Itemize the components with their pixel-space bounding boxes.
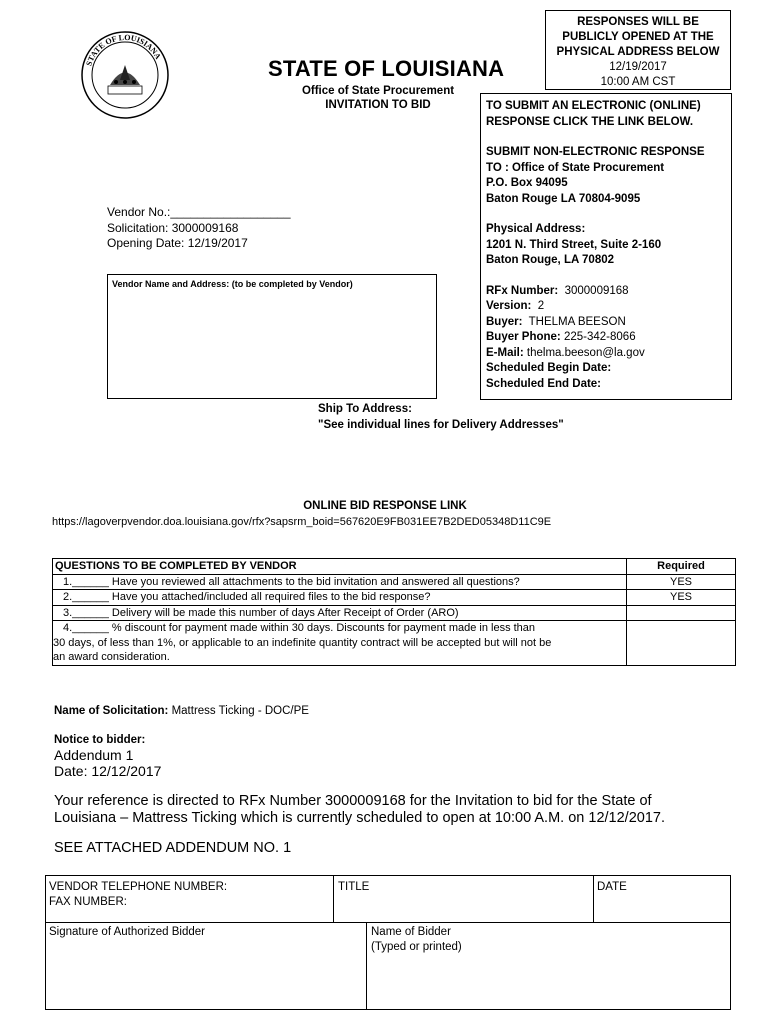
date-field[interactable] xyxy=(597,880,627,895)
buyer-value: THELMA BEESON xyxy=(528,315,626,328)
public-line-2: PUBLICLY OPENED AT THE xyxy=(562,31,714,43)
submission-info-box xyxy=(480,93,732,400)
notice-label: Notice to bidder: xyxy=(54,734,146,746)
buyer-row xyxy=(486,315,731,331)
document-type: INVITATION TO BID xyxy=(325,99,431,111)
public-opening-box xyxy=(545,10,731,90)
version-value: 2 xyxy=(537,300,545,312)
table-row xyxy=(53,574,736,590)
question-3[interactable]: 3.______ Delivery will be made this number of days After Receipt of Order (ARO) xyxy=(53,605,627,621)
question-4[interactable] xyxy=(53,621,627,666)
email-label: E-Mail: xyxy=(486,346,524,359)
online-link-title: ONLINE BID RESPONSE LINK xyxy=(303,500,467,512)
required-header: Required xyxy=(627,559,736,575)
ship-to xyxy=(318,402,564,433)
office-name: Office of State Procurement xyxy=(301,85,455,97)
addendum-number: Addendum 1 xyxy=(54,747,134,763)
table-header-row xyxy=(53,559,736,575)
table-row xyxy=(53,621,736,666)
nonelectronic-line-2: TO : Office of State Procurement xyxy=(486,161,665,174)
rfx-number-row xyxy=(486,284,731,300)
required-2: YES xyxy=(627,590,736,606)
vendor-number: Vendor No.:__________________ xyxy=(107,205,291,219)
physical-city: Baton Rouge, LA 70802 xyxy=(486,254,615,266)
buyer-label: Buyer: xyxy=(486,315,523,328)
signature-field[interactable] xyxy=(49,925,205,940)
public-line-3: PHYSICAL ADDRESS BELOW xyxy=(556,46,720,58)
typed-printed-label: (Typed or printed) xyxy=(371,941,462,953)
bidder-name-field[interactable] xyxy=(371,925,462,955)
state-seal-logo xyxy=(80,30,170,120)
opening-time: 10:00 AM CST xyxy=(600,76,676,88)
title-field[interactable] xyxy=(338,880,369,895)
required-3 xyxy=(627,605,736,621)
vendor-phone-label: VENDOR TELEPHONE NUMBER: xyxy=(49,881,228,893)
table-row xyxy=(53,590,736,606)
fax-label: FAX NUMBER: xyxy=(49,896,127,908)
question-4-line-3: an award consideration. xyxy=(53,651,170,663)
email-row xyxy=(486,346,731,362)
nonelectronic-line-1: SUBMIT NON-ELECTRONIC RESPONSE xyxy=(486,146,705,158)
online-link-url[interactable]: https://lagoverpvendor.doa.louisiana.gov/rfx?sapsrm_boid=567620E9FB031EE7B2DED05348D11C9E xyxy=(52,516,552,528)
public-line-1: RESPONSES WILL BE xyxy=(577,16,699,28)
version-row xyxy=(486,299,731,315)
required-1: YES xyxy=(627,574,736,590)
questions-table xyxy=(52,558,736,666)
opening-date-line: Opening Date: 12/19/2017 xyxy=(107,236,248,250)
question-1[interactable]: 1.______ Have you reviewed all attachments to the bid invitation and answered all questions? xyxy=(53,574,627,590)
buyer-phone-label: Buyer Phone: xyxy=(486,331,561,343)
physical-address-label: Physical Address: xyxy=(486,223,586,235)
page-title: STATE OF LOUISIANA xyxy=(268,56,505,81)
scheduled-begin-label: Scheduled Begin Date: xyxy=(486,362,612,374)
po-box: P.O. Box 94095 xyxy=(486,177,568,189)
ship-to-value: "See individual lines for Delivery Addresses" xyxy=(318,418,564,431)
solicitation-name xyxy=(54,705,309,717)
rfx-number-value: 3000009168 xyxy=(564,284,629,297)
email-value[interactable]: thelma.beeson@la.gov xyxy=(526,346,645,359)
date-label: DATE xyxy=(597,881,627,893)
ship-to-label: Ship To Address: xyxy=(318,403,412,415)
question-4-line-2: 30 days, of less than 1%, or applicable to an indefinite quantity contract will be accepted but will not be xyxy=(53,636,552,649)
buyer-phone-value: 225-342-8066 xyxy=(563,331,636,343)
version-label: Version: xyxy=(486,300,532,312)
scheduled-end-label: Scheduled End Date: xyxy=(486,377,602,390)
svg-text:STATE OF LOUISIANA: STATE OF LOUISIANA xyxy=(84,32,163,67)
reference-line-1: Your reference is directed to RFx Number 3000009168 for the Invitation to bid for the State of xyxy=(54,793,652,809)
solicitation-number: Solicitation: 3000009168 xyxy=(107,220,239,235)
solicitation-name-label: Name of Solicitation: xyxy=(54,705,169,717)
questions-header: QUESTIONS TO BE COMPLETED BY VENDOR xyxy=(53,559,627,575)
question-2[interactable]: 2.______ Have you attached/included all required files to the bid response? xyxy=(53,590,627,606)
bidder-name-label: Name of Bidder xyxy=(371,926,451,938)
title-label: TITLE xyxy=(338,881,370,893)
electronic-line-1: TO SUBMIT AN ELECTRONIC (ONLINE) xyxy=(486,100,701,112)
see-attached: SEE ATTACHED ADDENDUM NO. 1 xyxy=(54,840,292,856)
table-row xyxy=(53,605,736,621)
header-subtitle xyxy=(278,84,478,112)
vendor-name-address-label: Vendor Name and Address: (to be completed by Vendor) xyxy=(112,279,353,289)
electronic-line-2: RESPONSE CLICK THE LINK BELOW. xyxy=(486,115,694,128)
reference-line-2: Louisiana – Mattress Ticking which is currently scheduled to open at 10:00 A.M. on 12/12/2017. xyxy=(54,810,665,826)
addendum-date: Date: 12/12/2017 xyxy=(54,763,162,779)
required-4 xyxy=(627,621,736,666)
po-city: Baton Rouge LA 70804-9095 xyxy=(486,192,641,205)
notice-details xyxy=(54,747,161,779)
rfx-number-label: RFx Number: xyxy=(486,284,559,297)
vendor-name-address-box[interactable] xyxy=(107,274,437,399)
vendor-phone-field[interactable] xyxy=(49,880,227,910)
reference-paragraph xyxy=(54,793,665,827)
solicitation-name-value: Mattress Ticking - DOC/PE xyxy=(171,705,309,717)
vendor-info xyxy=(107,205,291,252)
question-4-line-1: 4.______ % discount for payment made within 30 days. Discounts for payment made in less than xyxy=(63,622,536,634)
signature-label: Signature of Authorized Bidder xyxy=(49,926,205,938)
opening-date: 12/19/2017 xyxy=(609,61,667,73)
physical-street: 1201 N. Third Street, Suite 2-160 xyxy=(486,238,662,251)
signature-box xyxy=(45,875,731,1010)
buyer-phone-row xyxy=(486,330,731,346)
